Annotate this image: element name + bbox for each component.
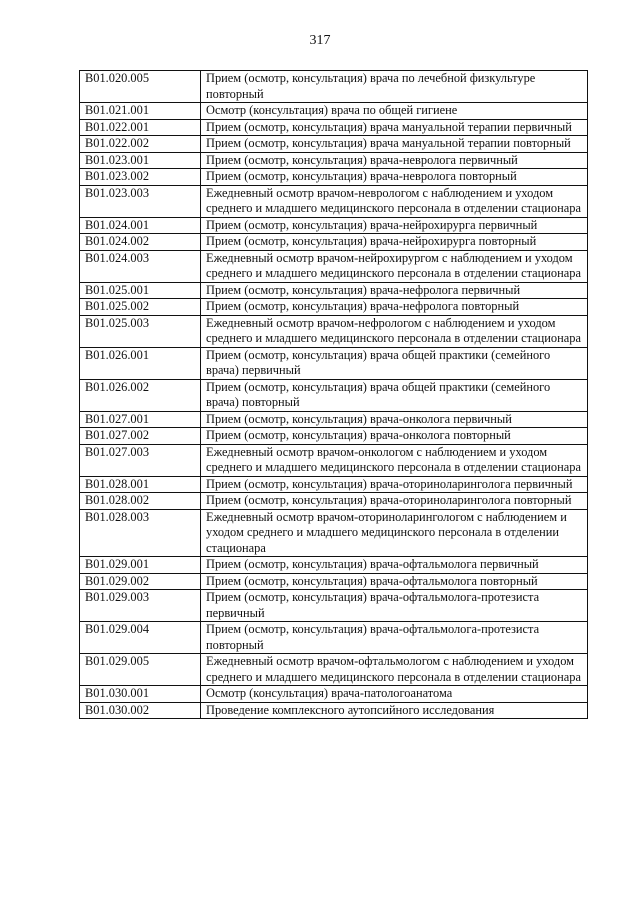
table-row (80, 103, 588, 120)
service-code-cell: B01.024.001 (80, 217, 201, 234)
table-row (80, 185, 588, 217)
table-row (80, 557, 588, 574)
service-code-cell: B01.022.001 (80, 119, 201, 136)
table-row (80, 152, 588, 169)
table-row (80, 71, 588, 103)
service-code-cell: B01.022.002 (80, 136, 201, 153)
service-code-cell: B01.025.003 (80, 315, 201, 347)
service-name-cell: Прием (осмотр, консультация) врача-нефролога первичный (201, 282, 588, 299)
table-row (80, 493, 588, 510)
service-name-cell: Ежедневный осмотр врачом-нейрохирургом с наблюдением и уходом среднего и младшего медицинского персонала в отделении стационара (201, 250, 588, 282)
table-row (80, 299, 588, 316)
service-name-cell: Прием (осмотр, консультация) врача-онколога повторный (201, 428, 588, 445)
service-code-cell: B01.029.005 (80, 654, 201, 686)
service-code-cell: B01.028.002 (80, 493, 201, 510)
service-code-cell: B01.029.004 (80, 622, 201, 654)
service-code-cell: B01.028.001 (80, 476, 201, 493)
table-row (80, 702, 588, 719)
table-row (80, 217, 588, 234)
service-code-cell: B01.027.002 (80, 428, 201, 445)
service-name-cell: Прием (осмотр, консультация) врача мануальной терапии повторный (201, 136, 588, 153)
service-name-cell: Прием (осмотр, консультация) врача-офтальмолога-протезиста первичный (201, 590, 588, 622)
service-name-cell: Ежедневный осмотр врачом-нефрологом с наблюдением и уходом среднего и младшего медицинского персонала в отделении стационара (201, 315, 588, 347)
table-row (80, 654, 588, 686)
table-row (80, 428, 588, 445)
service-code-cell: B01.027.003 (80, 444, 201, 476)
service-name-cell: Прием (осмотр, консультация) врача общей практики (семейного врача) первичный (201, 347, 588, 379)
service-code-cell: B01.029.002 (80, 573, 201, 590)
service-codes-table (79, 70, 588, 719)
service-name-cell: Прием (осмотр, консультация) врача-оториноларинголога повторный (201, 493, 588, 510)
table-row (80, 590, 588, 622)
service-code-cell: B01.021.001 (80, 103, 201, 120)
service-code-cell: B01.023.001 (80, 152, 201, 169)
service-code-cell: B01.027.001 (80, 411, 201, 428)
table-row (80, 119, 588, 136)
service-code-cell: B01.023.002 (80, 169, 201, 186)
service-name-cell: Осмотр (консультация) врача по общей гигиене (201, 103, 588, 120)
table-row (80, 169, 588, 186)
service-name-cell: Ежедневный осмотр врачом-неврологом с наблюдением и уходом среднего и младшего медицинского персонала в отделении стационара (201, 185, 588, 217)
service-code-cell: B01.026.001 (80, 347, 201, 379)
service-code-cell: B01.023.003 (80, 185, 201, 217)
table-row (80, 573, 588, 590)
table-row (80, 509, 588, 557)
service-code-cell: B01.025.001 (80, 282, 201, 299)
service-name-cell: Прием (осмотр, консультация) врача-оториноларинголога первичный (201, 476, 588, 493)
service-name-cell: Проведение комплексного аутопсийного исследования (201, 702, 588, 719)
table-row (80, 444, 588, 476)
service-code-cell: B01.024.003 (80, 250, 201, 282)
table-row (80, 234, 588, 251)
service-name-cell: Прием (осмотр, консультация) врача-офтальмолога первичный (201, 557, 588, 574)
service-name-cell: Прием (осмотр, консультация) врача-онколога первичный (201, 411, 588, 428)
service-code-cell: B01.030.001 (80, 686, 201, 703)
table-row (80, 411, 588, 428)
page-number: 317 (309, 33, 331, 48)
table-body (80, 71, 588, 719)
service-code-cell: B01.029.003 (80, 590, 201, 622)
service-name-cell: Прием (осмотр, консультация) врача по лечебной физкультуре повторный (201, 71, 588, 103)
service-name-cell: Прием (осмотр, консультация) врача-невролога первичный (201, 152, 588, 169)
table-row (80, 315, 588, 347)
table-row (80, 622, 588, 654)
service-code-cell: B01.024.002 (80, 234, 201, 251)
service-code-cell: B01.029.001 (80, 557, 201, 574)
service-code-cell: B01.026.002 (80, 379, 201, 411)
service-name-cell: Прием (осмотр, консультация) врача-невролога повторный (201, 169, 588, 186)
table-row (80, 282, 588, 299)
table-row (80, 379, 588, 411)
service-code-cell: B01.028.003 (80, 509, 201, 557)
table-row (80, 476, 588, 493)
service-name-cell: Прием (осмотр, консультация) врача-нефролога повторный (201, 299, 588, 316)
table-row (80, 347, 588, 379)
service-name-cell: Прием (осмотр, консультация) врача-офтальмолога повторный (201, 573, 588, 590)
table-row (80, 250, 588, 282)
table-row (80, 136, 588, 153)
service-name-cell: Ежедневный осмотр врачом-оториноларингологом с наблюдением и уходом среднего и младшего медицинского персонала в отделении стационара (201, 509, 588, 557)
table-row (80, 686, 588, 703)
service-code-cell: B01.020.005 (80, 71, 201, 103)
service-code-cell: B01.025.002 (80, 299, 201, 316)
service-name-cell: Прием (осмотр, консультация) врача мануальной терапии первичный (201, 119, 588, 136)
service-name-cell: Прием (осмотр, консультация) врача-нейрохирурга первичный (201, 217, 588, 234)
service-name-cell: Ежедневный осмотр врачом-онкологом с наблюдением и уходом среднего и младшего медицинского персонала в отделении стационара (201, 444, 588, 476)
service-name-cell: Прием (осмотр, консультация) врача-офтальмолога-протезиста повторный (201, 622, 588, 654)
service-name-cell: Прием (осмотр, консультация) врача-нейрохирурга повторный (201, 234, 588, 251)
service-name-cell: Ежедневный осмотр врачом-офтальмологом с наблюдением и уходом среднего и младшего медицинского персонала в отделении стационара (201, 654, 588, 686)
service-name-cell: Осмотр (консультация) врача-патологоанатома (201, 686, 588, 703)
service-code-cell: B01.030.002 (80, 702, 201, 719)
service-name-cell: Прием (осмотр, консультация) врача общей практики (семейного врача) повторный (201, 379, 588, 411)
